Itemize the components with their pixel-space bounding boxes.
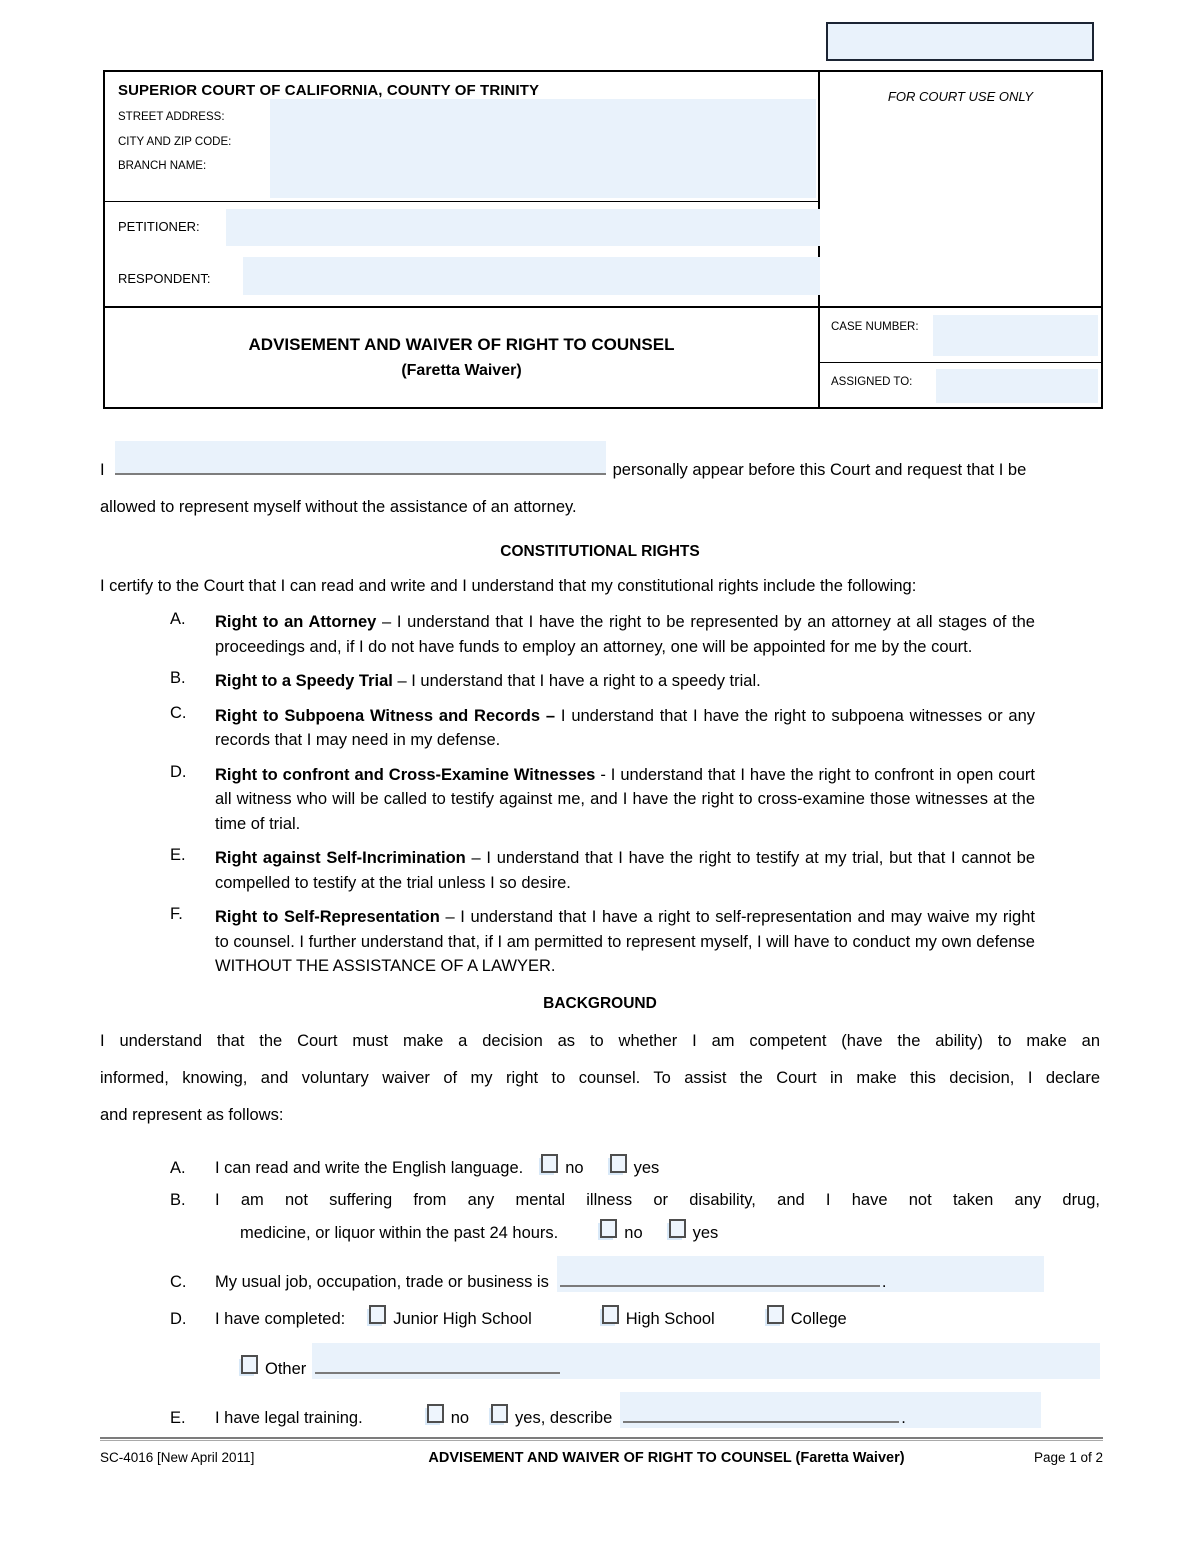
footer: [100, 1450, 1103, 1466]
rights-item-c: [170, 704, 1100, 753]
footer-title: ADVISEMENT AND WAIVER OF RIGHT TO COUNSEL (Faretta Waiver): [428, 1450, 905, 1466]
petitioner-field[interactable]: [226, 209, 820, 246]
period: .: [881, 1272, 887, 1291]
item-letter: F.: [170, 905, 183, 923]
background-intro: [100, 1023, 1100, 1134]
opening-line1-text: personally appear before this Court and request that I be: [612, 461, 1027, 479]
checkbox-junior-high[interactable]: [369, 1305, 386, 1324]
city-zip-label: CITY AND ZIP CODE:: [118, 135, 232, 148]
item-letter: B.: [170, 669, 186, 687]
case-number-field[interactable]: [933, 315, 1098, 356]
street-address-label: STREET ADDRESS:: [118, 111, 225, 123]
checkbox-mental-no[interactable]: [600, 1219, 617, 1238]
for-court-use-cell: [820, 72, 1101, 306]
item-text: My usual job, occupation, trade or business is: [215, 1272, 549, 1291]
checkbox-legal-yes[interactable]: [491, 1404, 508, 1423]
assigned-to-field[interactable]: [936, 369, 1098, 403]
education-other-field[interactable]: [312, 1343, 1100, 1379]
background-item-d: [170, 1305, 1100, 1379]
checkbox-mental-yes[interactable]: [669, 1219, 686, 1238]
opening-line-1: [100, 441, 1100, 480]
occupation-field[interactable]: [557, 1256, 1044, 1292]
item-letter: D.: [170, 762, 187, 781]
background-item-b: [170, 1191, 1100, 1243]
item-letter: A.: [170, 610, 186, 628]
document-body: [100, 430, 1100, 1441]
assigned-to-label: ASSIGNED TO:: [831, 376, 913, 388]
case-number-label: CASE NUMBER:: [831, 321, 919, 333]
background-heading: BACKGROUND: [543, 994, 657, 1012]
item-text-line2: medicine, or liquor within the past 24 hours.: [240, 1223, 559, 1242]
court-name: SUPERIOR COURT OF CALIFORNIA, COUNTY OF TRINITY: [118, 82, 540, 99]
yes-describe-label: yes, describe: [515, 1408, 613, 1427]
case-number-cell: [820, 308, 1101, 363]
right-body: – I understand that I have a right to self-representation and may waive my right to counsel. I further understand that, if I am permitted to represent myself, I will have to conduct my own defense WITHOUT THE ASSISTANCE OF A LAWYER.: [215, 908, 1035, 975]
item-letter: C.: [170, 703, 187, 722]
respondent-label: RESPONDENT:: [118, 271, 211, 286]
appearer-name-field[interactable]: [115, 441, 606, 475]
checkbox-english-no[interactable]: [541, 1154, 558, 1173]
background-list: [170, 1154, 1100, 1428]
background-item-a: [170, 1154, 1100, 1178]
court-use-top-field[interactable]: [826, 22, 1094, 61]
right-body: – I understand that I have the right to be represented by an attorney at all stages of the proceedings and, if I do not have funds to employ an attorney, one will be appointed for me by the court.: [215, 613, 1035, 656]
yes-label: yes: [692, 1223, 719, 1242]
other-label: Other: [265, 1359, 307, 1378]
no-label: no: [624, 1223, 643, 1242]
opening-pre: I: [100, 461, 105, 479]
item-letter: E.: [170, 1408, 186, 1427]
item-letter: D.: [170, 1309, 187, 1328]
item-text: I have completed:: [215, 1309, 346, 1328]
high-school-label: High School: [625, 1309, 715, 1328]
background-intro-line1: I understand that the Court must make a decision as to whether I am competent (have the ability) to make an: [100, 1031, 1100, 1050]
no-label: no: [450, 1408, 470, 1427]
right-body: - I understand that I have the right to confront in open court all witness who will be called to testify against me, and I have the right to cross-examine those witnesses at the time of trial.: [215, 765, 1035, 833]
period: .: [901, 1408, 906, 1427]
form-title-cell: [105, 306, 820, 407]
item-text: I can read and write the English language.: [215, 1158, 524, 1177]
rights-item-f: [170, 905, 1100, 979]
right-title: Right to Subpoena Witness and Records –: [215, 706, 556, 725]
page-number: Page 1 of 2: [1033, 1450, 1103, 1465]
form-title-line1: ADVISEMENT AND WAIVER OF RIGHT TO COUNSEL: [248, 335, 675, 354]
checkbox-other[interactable]: [241, 1355, 258, 1374]
opening-line-2: allowed to represent myself without the assistance of an attorney.: [100, 498, 577, 516]
background-item-c: [170, 1256, 1100, 1292]
checkbox-legal-no[interactable]: [427, 1404, 444, 1423]
write-line: [623, 1421, 899, 1423]
footer-divider: [100, 1437, 1103, 1441]
junior-high-label: Junior High School: [393, 1309, 532, 1328]
rights-item-e: [170, 846, 1100, 895]
right-body: I understand that I have the right to subpoena witnesses or any records that I may need in my defense.: [215, 706, 1035, 749]
constitutional-rights-heading: CONSTITUTIONAL RIGHTS: [500, 543, 700, 560]
right-title: Right to a Speedy Trial: [215, 672, 393, 690]
court-address-field[interactable]: [270, 99, 816, 198]
background-intro-line2: informed, knowing, and voluntary waiver of my right to counsel. To assist the Court in make this decision, I declare: [100, 1068, 1100, 1087]
branch-name-label: BRANCH NAME:: [118, 160, 207, 172]
right-title: Right to confront and Cross-Examine Witnesses: [215, 765, 596, 784]
item-letter: C.: [170, 1272, 187, 1291]
background-intro-line3: and represent as follows:: [100, 1105, 284, 1124]
rights-item-d: [170, 763, 1100, 837]
checkbox-college[interactable]: [767, 1305, 784, 1324]
petitioner-label: PETITIONER:: [118, 219, 200, 234]
no-label: no: [565, 1158, 584, 1177]
yes-label: yes: [633, 1158, 660, 1177]
respondent-field[interactable]: [243, 257, 820, 295]
rights-list: [170, 610, 1100, 979]
right-body: – I understand that I have the right to testify at my trial, but that I cannot be compelled to testify at the trial unless I so desire.: [215, 849, 1035, 892]
checkbox-english-yes[interactable]: [610, 1154, 627, 1173]
caption-table: [103, 70, 1103, 409]
for-court-use-label: FOR COURT USE ONLY: [887, 89, 1034, 104]
item-text: I have legal training.: [215, 1408, 363, 1427]
legal-training-describe-field[interactable]: [620, 1392, 1041, 1428]
constitutional-intro: I certify to the Court that I can read and write and I understand that my constitutional rights include the following:: [100, 577, 917, 595]
parties-cell: [105, 202, 820, 306]
form-number: SC-4016 [New April 2011]: [100, 1450, 255, 1465]
checkbox-high-school[interactable]: [602, 1305, 619, 1324]
right-title: Right to an Attorney: [215, 613, 377, 631]
right-body: – I understand that I have a right to a speedy trial.: [397, 672, 761, 690]
item-letter: B.: [170, 1190, 186, 1209]
item-letter: E.: [170, 846, 186, 864]
court-info-cell: [105, 72, 820, 202]
right-title: Right against Self-Incrimination: [215, 849, 466, 867]
rights-item-b: [170, 669, 1100, 694]
write-line: [560, 1285, 880, 1287]
item-text-line1: I am not suffering from any mental illness or disability, and I have not taken any drug,: [215, 1190, 1100, 1209]
case-assigned-cell: [820, 306, 1101, 407]
write-line: [315, 1372, 560, 1374]
right-title: Right to Self-Representation: [215, 908, 440, 926]
rights-item-a: [170, 610, 1100, 659]
background-item-e: [170, 1392, 1100, 1428]
form-title-line2: (Faretta Waiver): [401, 362, 522, 379]
college-label: College: [790, 1309, 847, 1328]
item-letter: A.: [170, 1158, 186, 1177]
assigned-to-cell: [820, 363, 1101, 407]
